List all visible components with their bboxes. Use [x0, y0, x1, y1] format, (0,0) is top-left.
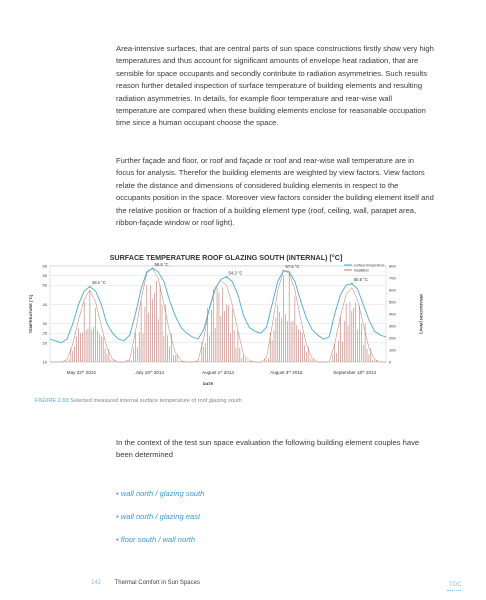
legend-label: irradiation [354, 268, 369, 273]
toc-link[interactable]: TOC [449, 582, 462, 588]
running-title: Thermal Comfort in Sun Spaces [114, 580, 200, 586]
analysis-paragraph: Further façade and floor, or roof and façade or roof and rear-wise wall temperature are in focus for analysis. Therefor the building elements are weighted by view factors. View factors relate the distance and dimensions of considered building elements in respect to the occupants position in the space. Moreover view factors consider the building element itself and the relative position or fraction of a building element type (roof, ceiling, wall, parapet area, ribbon-façade window or roof light). [116, 156, 434, 228]
chart-marks [50, 262, 386, 362]
y-right-tick-label: 100 [389, 347, 396, 353]
toc-underline [447, 590, 461, 591]
peak-label: 54.3 °C [228, 270, 243, 276]
x-tick-suffix: th [362, 369, 365, 374]
x-axis-label: DATE [202, 381, 214, 386]
y-tick-label: 40 [42, 301, 47, 307]
y-tick-label: 55 [42, 273, 47, 279]
chart-title: SURFACE TEMPERATURE ROOF GLAZING SOUTH (INTERNAL) [°C] [109, 253, 343, 262]
x-tick-year: 2014 [222, 370, 234, 375]
figure-caption-text: Selected measured internal surface temperature of roof glazing south [70, 398, 242, 404]
x-tick-label: May 22th 2014 [66, 369, 96, 375]
chart-legend [344, 263, 384, 272]
x-tick-label: September 18th 2014 [333, 369, 377, 375]
peak-label: 49.2 °C [91, 280, 106, 286]
x-tick-label: August 3rd 2015 [270, 369, 303, 375]
peak-marker [89, 286, 91, 288]
page-footer [91, 580, 200, 586]
x-tick-label: August 1st 2014 [202, 369, 234, 375]
x-tick-suffix: st [220, 369, 223, 374]
legend-label: surface temperature [354, 263, 385, 268]
bullet-wall-north-glazing-east: • wall north / glazing east [116, 512, 201, 521]
peak-marker [226, 276, 228, 278]
page-number: 142 [91, 580, 102, 586]
peak-marker [351, 283, 353, 285]
peak-label: 57.6 °C [285, 264, 300, 270]
y-tick-label: 50 [42, 282, 47, 288]
peak-marker [283, 270, 285, 272]
y-tick-label: 10 [42, 359, 47, 365]
couples-paragraph: In the context of the test sun space evaluation the following building element couples have been determined [116, 438, 420, 460]
x-tick-suffix: rd [288, 369, 291, 374]
figure-label: FIGURE 2.63 [35, 398, 69, 404]
y-tick-label: 25 [42, 330, 47, 336]
y-right-tick-label: 500 [389, 299, 396, 305]
y-axis-right-label: IRRADIATION [W/m²] [419, 294, 424, 334]
y-right-tick-label: 0 [389, 359, 392, 365]
bullet-wall-north-glazing-south: • wall north / glazing south [116, 489, 205, 498]
figure-caption [35, 398, 242, 404]
peak-label: 50.8 °C [353, 277, 368, 283]
y-right-tick-label: 200 [389, 335, 396, 341]
peak-label: 58.8 °C [154, 261, 169, 267]
x-tick-suffix: th [149, 369, 153, 374]
y-right-tick-label: 800 [389, 263, 396, 269]
x-tick-suffix: th [81, 369, 85, 374]
y-right-tick-label: 300 [389, 323, 396, 329]
peak-marker [152, 267, 154, 269]
x-tick-year: 2014 [152, 370, 164, 375]
surface-temperature-chart [28, 250, 424, 390]
y-right-tick-label: 600 [389, 287, 396, 293]
y-axis-label: TEMPERATURE [°C] [28, 294, 33, 334]
bullet-floor-south-wall-north: • floor south / wall north [116, 535, 196, 544]
y-right-tick-label: 700 [389, 275, 396, 281]
intro-paragraph: Area-intensive surfaces, that are central parts of sun space constructions firstly show very high temperatures and thus account for significant amounts of envelope heat radiation, that are sensible for space occupants and secondly contribute to radiation asymmetries. Such results reason further detailed inspection of surface temperature of building elements and resulting radiation asymmetries. In details, for example floor temperature and rear-wise wall temperature are compared when these building elements enclose for reasonable occupation time since a human occupant choose the space. [116, 44, 434, 128]
x-tick-year: 2014 [84, 370, 96, 375]
x-tick-label: July 15th 2014 [135, 369, 164, 375]
y-tick-label: 30 [42, 321, 47, 327]
x-tick-year: 2014 [364, 370, 377, 375]
y-tick-label: 60 [42, 263, 47, 269]
y-tick-label: 20 [42, 340, 47, 346]
y-right-tick-label: 400 [389, 311, 396, 317]
x-tick-year: 2015 [290, 370, 303, 375]
